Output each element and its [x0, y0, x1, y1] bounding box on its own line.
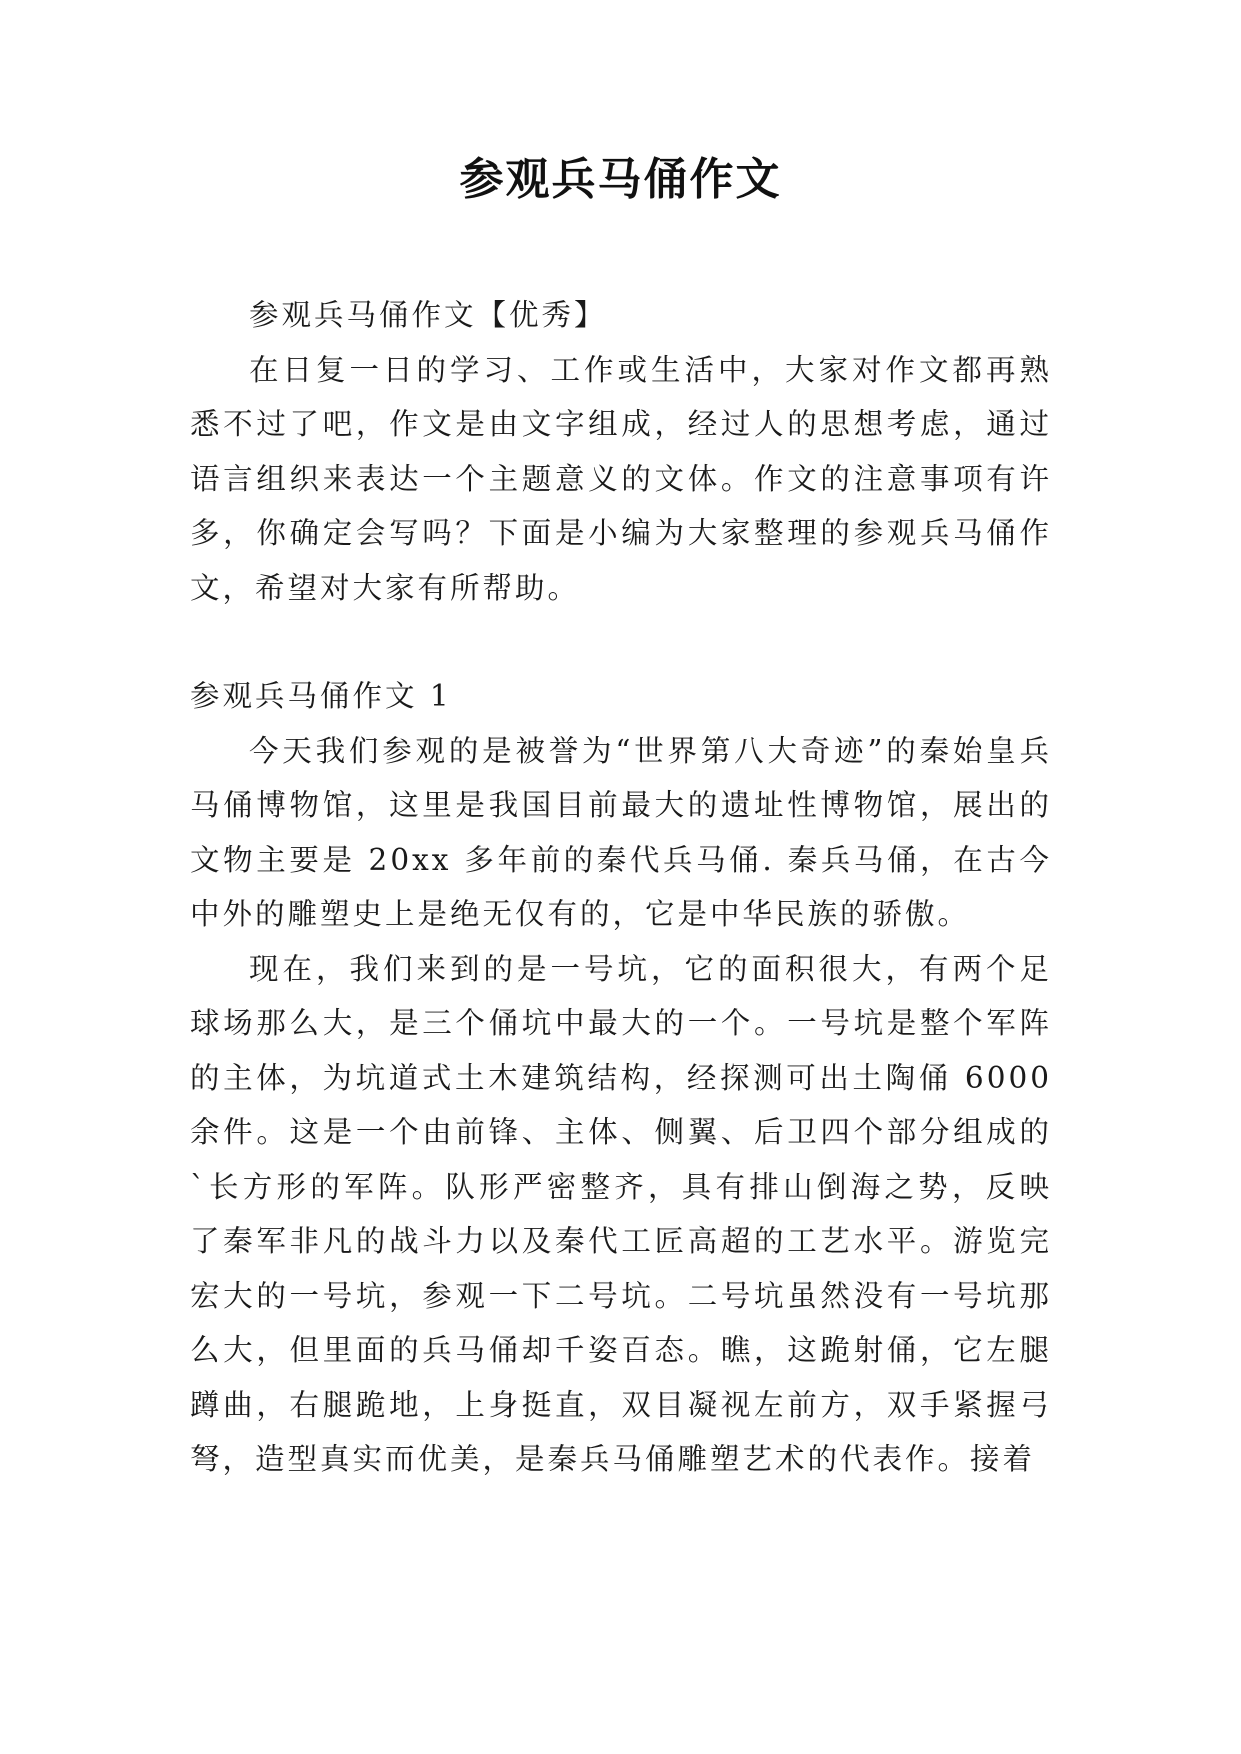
intro-paragraph: 在日复一日的学习、工作或生活中，大家对作文都再熟悉不过了吧，作文是由文字组成，经过人的思想考虑，通过语言组织来表达一个主题意义的文体。作文的注意事项有许多，你确定会写吗？下面是小编为大家整理的参观兵马俑作文，希望对大家有所帮助。: [190, 352, 1052, 605]
section-heading: 参观兵马俑作文 1: [190, 679, 452, 713]
section-paragraph-2: 现在，我们来到的是一号坑，它的面积很大，有两个足球场那么大，是三个俑坑中最大的一个。一号坑是整个军阵的主体，为坑道式土木建筑结构，经探测可出土陶俑 6000 余件。这是一个由前锋、主体、侧翼、后卫四个部分组成的`长方形的军阵。队形严密整齐，具有排山倒海之势，反映了秦军非凡的战斗力以及秦代工匠高超的工艺水平。游览完宏大的一号坑，参观一下二号坑。二号坑虽然没有一号坑那么大，但里面的兵马俑却千姿百态。瞧，这跪射俑，它左腿蹲曲，右腿跪地，上身挺直，双目凝视左前方，双手紧握弓弩，造型真实而优美，是秦兵马俑雕塑艺术的代表作。接着: [190, 951, 1052, 1476]
document-subtitle: 参观兵马俑作文【优秀】: [249, 298, 607, 332]
section-paragraph-1: 今天我们参观的是被誉为“世界第八大奇迹”的秦始皇兵马俑博物馆，这里是我国目前最大的遗址性博物馆，展出的文物主要是 20xx 多年前的秦代兵马俑. 秦兵马俑，在古今中外的雕塑史上是绝无仅有的，它是中华民族的骄傲。: [190, 733, 1052, 931]
document-body: [190, 288, 1052, 1487]
document-title: 参观兵马俑作文: [459, 154, 782, 205]
